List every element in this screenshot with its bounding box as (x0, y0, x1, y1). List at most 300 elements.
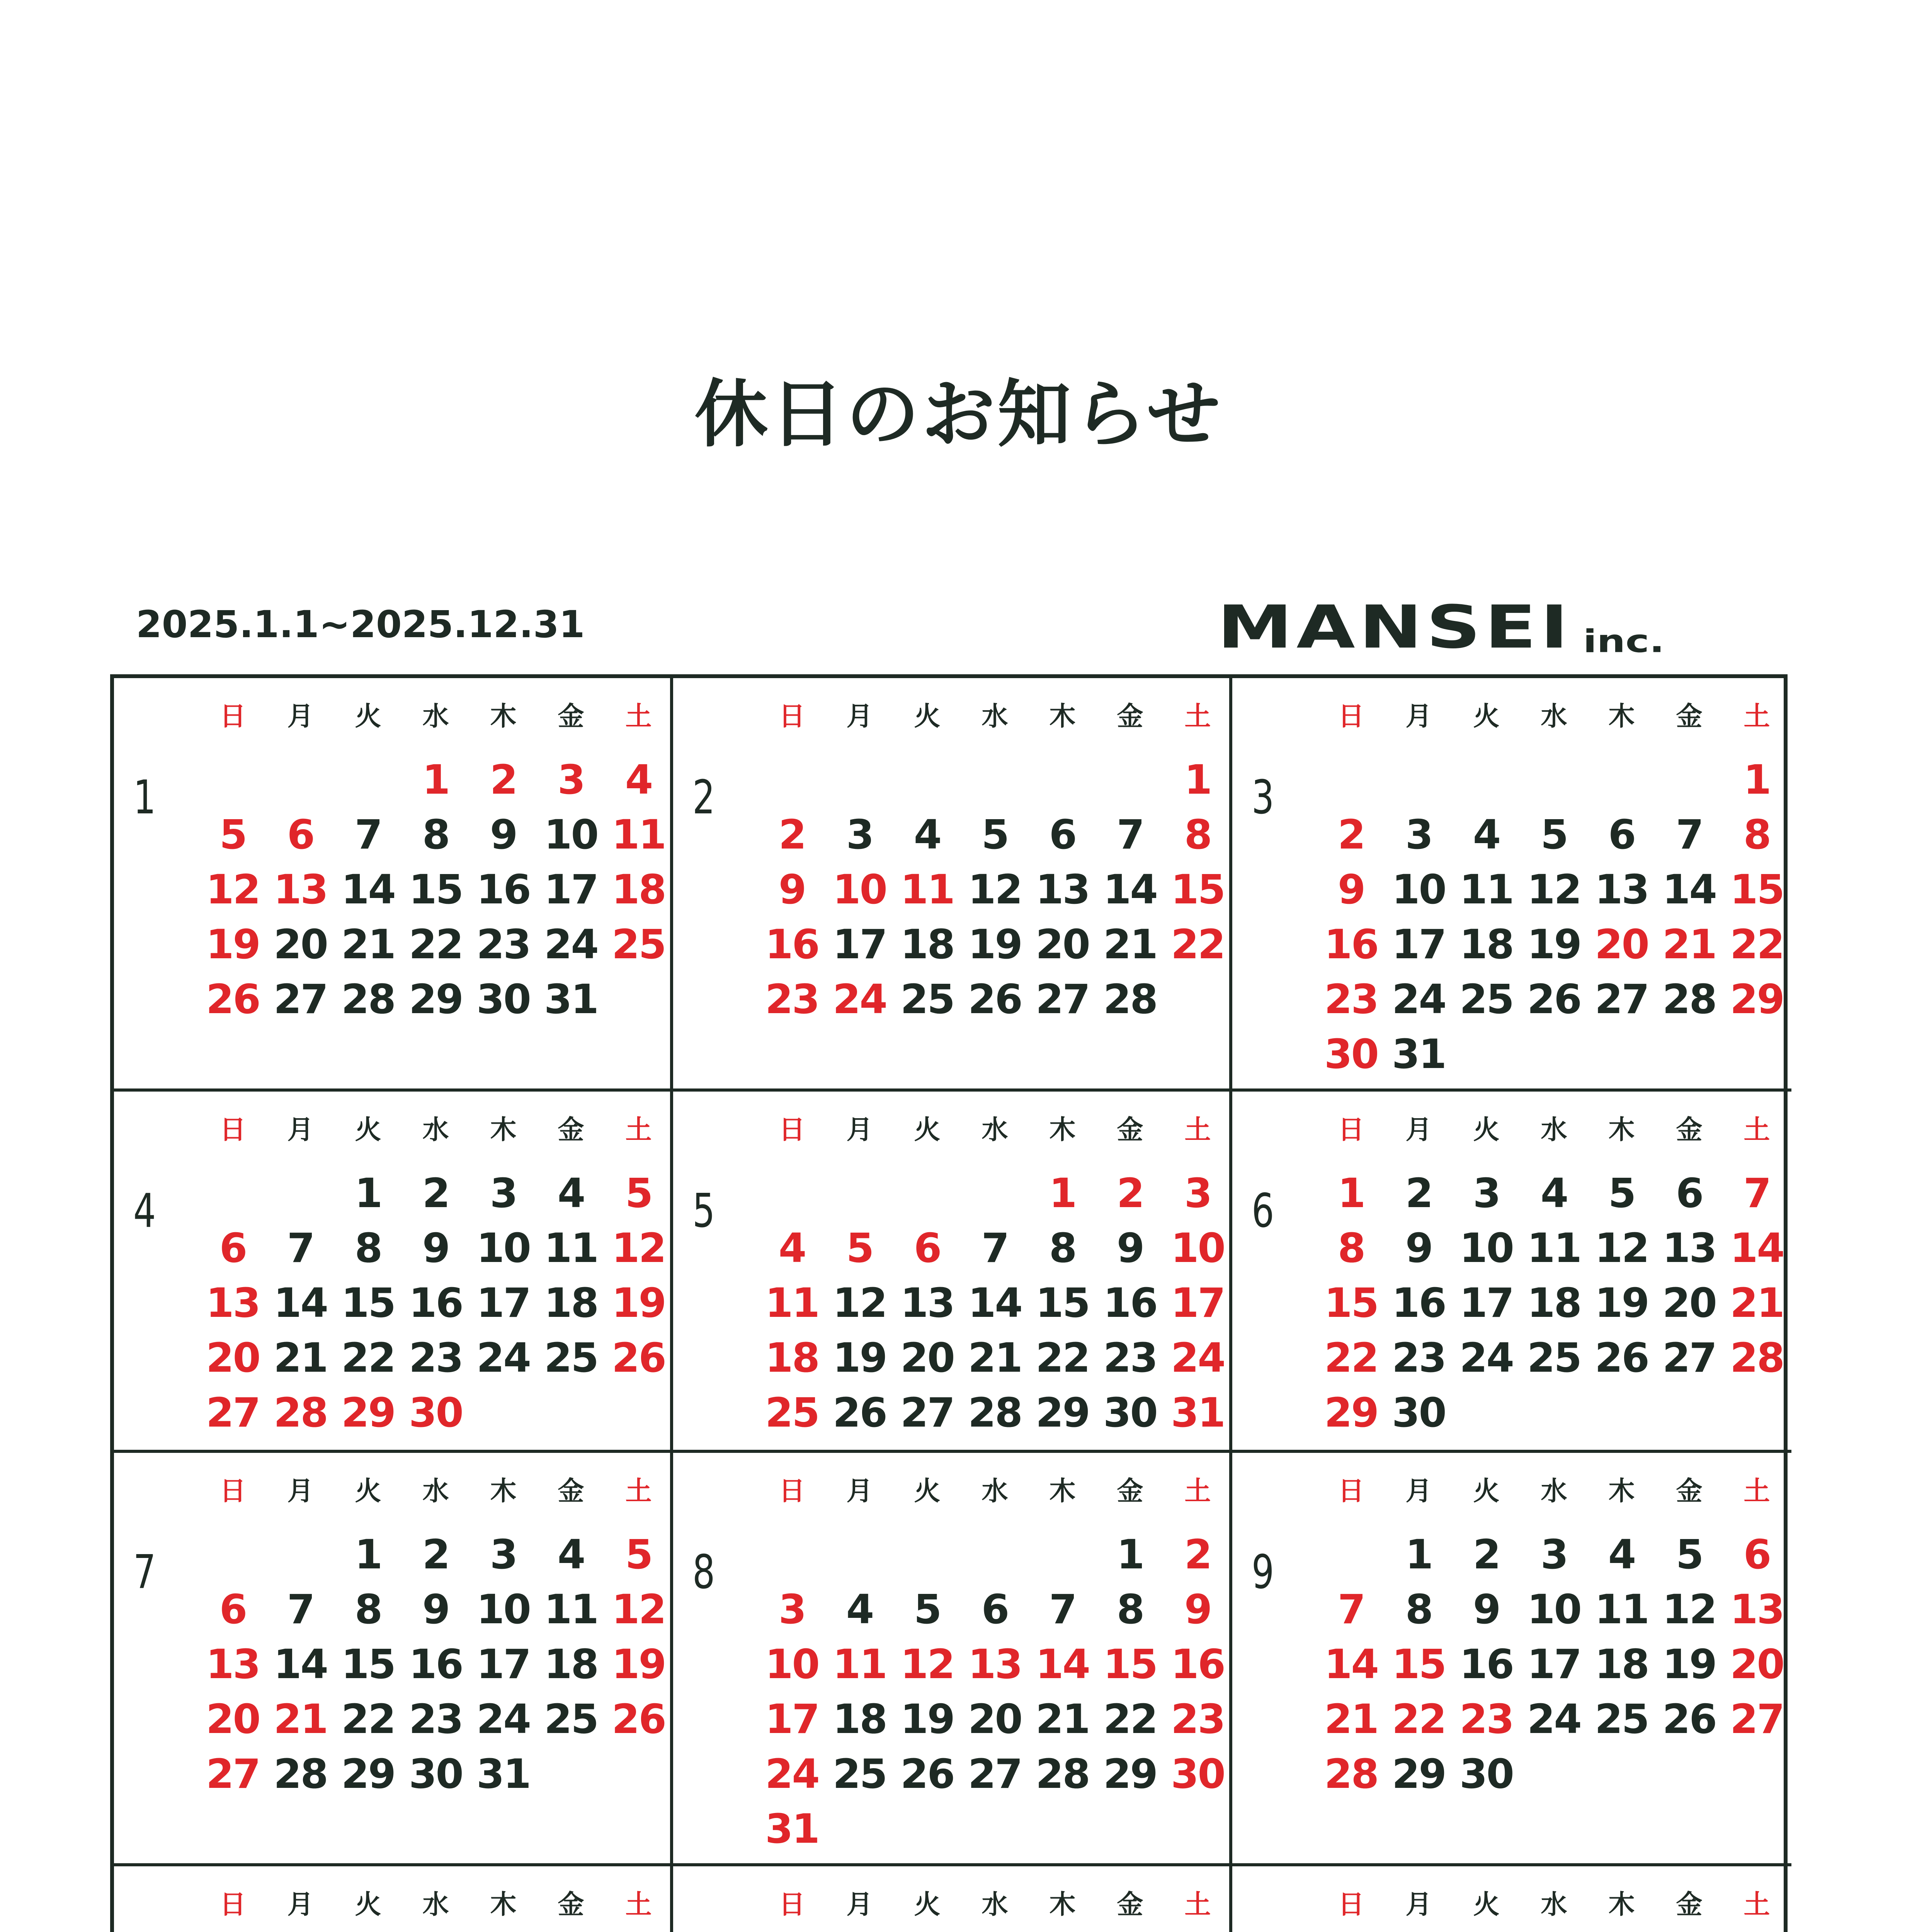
weekday-header: 水 (1541, 1476, 1567, 1507)
holiday-date: 20 (1595, 921, 1648, 968)
weekday-header: 土 (625, 1115, 652, 1145)
work-date: 27 (274, 976, 327, 1023)
work-date: 15 (1036, 1279, 1089, 1327)
holiday-date: 16 (765, 921, 819, 968)
work-date: 21 (274, 1334, 327, 1381)
holiday-date: 1 (1049, 1170, 1076, 1217)
weekday-header: 木 (490, 1889, 517, 1920)
work-date: 1 (354, 1531, 382, 1578)
work-date: 8 (1049, 1225, 1076, 1272)
month-block (1232, 1453, 1791, 1866)
holiday-date: 8 (1184, 811, 1211, 858)
work-date: 5 (1608, 1170, 1635, 1217)
holiday-date: 9 (1184, 1586, 1211, 1633)
holiday-date: 8 (1337, 1225, 1365, 1272)
holiday-date: 15 (1392, 1641, 1446, 1688)
weekday-header: 火 (355, 1115, 381, 1145)
weekday-header: 水 (422, 1115, 449, 1145)
day-grid (1317, 697, 1791, 1082)
weekday-header: 月 (287, 1889, 314, 1920)
work-date: 26 (1527, 976, 1581, 1023)
work-date: 29 (1103, 1750, 1157, 1798)
work-date: 3 (1540, 1531, 1568, 1578)
work-date: 20 (1036, 921, 1089, 968)
work-date: 19 (833, 1334, 886, 1381)
holiday-date: 13 (1730, 1586, 1784, 1633)
work-date: 9 (1116, 1225, 1144, 1272)
weekday-header: 木 (1608, 1889, 1635, 1920)
work-date: 26 (968, 976, 1022, 1023)
weekday-header: 土 (625, 701, 652, 732)
work-date: 29 (409, 976, 463, 1023)
work-date: 4 (557, 1170, 585, 1217)
work-date: 14 (1103, 866, 1157, 913)
work-date: 19 (968, 921, 1022, 968)
weekday-header: 月 (846, 1889, 873, 1920)
weekday-header: 月 (1405, 1889, 1432, 1920)
work-date: 15 (409, 866, 463, 913)
holiday-date: 14 (1730, 1225, 1784, 1272)
calendar-period: 2025.1.1~2025.12.31 (136, 603, 585, 646)
holiday-date: 20 (206, 1696, 260, 1743)
logo-wordmark: MANSEI (1217, 593, 1572, 662)
holiday-date: 5 (625, 1531, 652, 1578)
weekday-header: 土 (1184, 1476, 1211, 1507)
work-date: 14 (341, 866, 395, 913)
weekday-header: 土 (1744, 1476, 1770, 1507)
work-date: 3 (490, 1170, 517, 1217)
weekday-header: 木 (1049, 1889, 1076, 1920)
work-date: 21 (968, 1334, 1022, 1381)
work-date: 7 (354, 811, 382, 858)
weekday-header: 木 (490, 1476, 517, 1507)
weekday-header: 金 (1117, 1476, 1143, 1507)
work-date: 23 (1103, 1334, 1157, 1381)
work-date: 26 (1662, 1696, 1716, 1743)
work-date: 2 (1473, 1531, 1500, 1578)
weekday-header: 火 (1473, 1889, 1500, 1920)
day-grid (199, 1111, 672, 1440)
work-date: 10 (1459, 1225, 1513, 1272)
work-date: 2 (1405, 1170, 1432, 1217)
holiday-date: 1 (1184, 756, 1211, 803)
work-date: 10 (1392, 866, 1446, 913)
work-date: 18 (1527, 1279, 1581, 1327)
work-date: 10 (544, 811, 598, 858)
work-date: 31 (544, 976, 598, 1023)
holiday-date: 15 (1171, 866, 1225, 913)
holiday-date: 5 (625, 1170, 652, 1217)
holiday-date: 26 (612, 1696, 665, 1743)
weekday-header: 日 (1338, 1115, 1364, 1145)
weekday-header: 木 (490, 1115, 517, 1145)
work-date: 13 (1036, 866, 1089, 913)
work-date: 18 (544, 1641, 598, 1688)
work-date: 2 (422, 1531, 449, 1578)
holiday-date: 22 (1392, 1696, 1446, 1743)
holiday-date: 27 (1730, 1696, 1784, 1743)
work-date: 22 (341, 1696, 395, 1743)
day-grid (758, 697, 1232, 1027)
weekday-header: 木 (1049, 701, 1076, 732)
work-date: 28 (274, 1750, 327, 1798)
holiday-date: 7 (1337, 1586, 1365, 1633)
work-date: 17 (1392, 921, 1446, 968)
holiday-date: 8 (1743, 811, 1771, 858)
weekday-header: 日 (219, 701, 246, 732)
weekday-header: 土 (1184, 701, 1211, 732)
work-date: 19 (1662, 1641, 1716, 1688)
work-date: 6 (1049, 811, 1076, 858)
weekday-header: 水 (422, 701, 449, 732)
weekday-header: 火 (355, 1476, 381, 1507)
holiday-date: 27 (206, 1389, 260, 1436)
holiday-date: 24 (1171, 1334, 1225, 1381)
work-date: 26 (900, 1750, 954, 1798)
work-date: 18 (544, 1279, 598, 1327)
weekday-header: 月 (846, 1115, 873, 1145)
work-date: 31 (1392, 1031, 1446, 1078)
work-date: 26 (833, 1389, 886, 1436)
holiday-date: 12 (612, 1225, 665, 1272)
month-block (673, 1866, 1232, 1932)
work-date: 11 (1459, 866, 1513, 913)
work-date: 9 (1473, 1586, 1500, 1633)
work-date: 4 (1608, 1531, 1635, 1578)
day-grid (758, 1111, 1232, 1440)
work-date: 28 (968, 1389, 1022, 1436)
weekday-header: 日 (1338, 701, 1364, 732)
work-date: 30 (1459, 1750, 1513, 1798)
weekday-header: 火 (1473, 701, 1500, 732)
work-date: 17 (833, 921, 886, 968)
work-date: 25 (1459, 976, 1513, 1023)
holiday-date: 29 (341, 1389, 395, 1436)
work-date: 10 (1527, 1586, 1581, 1633)
holiday-date: 22 (1730, 921, 1784, 968)
work-date: 8 (354, 1586, 382, 1633)
holiday-date: 21 (274, 1696, 327, 1743)
holiday-date: 24 (765, 1750, 819, 1798)
weekday-header: 日 (1338, 1889, 1364, 1920)
work-date: 27 (1036, 976, 1089, 1023)
work-date: 20 (900, 1334, 954, 1381)
work-date: 25 (1595, 1696, 1648, 1743)
holiday-date: 3 (557, 756, 585, 803)
month-block (114, 678, 673, 1092)
work-date: 22 (1036, 1334, 1089, 1381)
holiday-date: 26 (206, 976, 260, 1023)
weekday-header: 金 (1676, 1115, 1703, 1145)
weekday-header: 木 (1049, 1476, 1076, 1507)
work-date: 27 (1662, 1334, 1716, 1381)
work-date: 17 (476, 1641, 530, 1688)
weekday-header: 水 (1541, 1115, 1567, 1145)
holiday-date: 17 (765, 1696, 819, 1743)
work-date: 12 (833, 1279, 886, 1327)
holiday-date: 12 (900, 1641, 954, 1688)
work-date: 31 (476, 1750, 530, 1798)
holiday-date: 27 (206, 1750, 260, 1798)
holiday-date: 11 (612, 811, 665, 858)
work-date: 9 (1405, 1225, 1432, 1272)
holiday-date: 20 (206, 1334, 260, 1381)
holiday-date: 28 (1730, 1334, 1784, 1381)
work-date: 1 (354, 1170, 382, 1217)
holiday-date: 25 (765, 1389, 819, 1436)
holiday-date: 15 (1730, 866, 1784, 913)
weekday-header: 日 (779, 1476, 805, 1507)
work-date: 5 (913, 1586, 941, 1633)
work-date: 16 (476, 866, 530, 913)
weekday-header: 土 (1184, 1889, 1211, 1920)
holiday-date: 1 (1743, 756, 1771, 803)
day-grid (1317, 1111, 1791, 1440)
weekday-header: 日 (779, 1115, 805, 1145)
day-grid (199, 697, 672, 1027)
holiday-date: 15 (1324, 1279, 1378, 1327)
weekday-header: 金 (1117, 1115, 1143, 1145)
weekday-header: 土 (625, 1476, 652, 1507)
work-date: 4 (1473, 811, 1500, 858)
weekday-header: 水 (981, 1476, 1008, 1507)
holiday-date: 1 (422, 756, 449, 803)
work-date: 24 (476, 1334, 530, 1381)
work-date: 16 (409, 1641, 463, 1688)
holiday-date: 5 (219, 811, 247, 858)
work-date: 24 (1392, 976, 1446, 1023)
work-date: 25 (1527, 1334, 1581, 1381)
weekday-header: 金 (558, 701, 584, 732)
work-date: 22 (1103, 1696, 1157, 1743)
work-date: 22 (409, 921, 463, 968)
work-date: 28 (341, 976, 395, 1023)
work-date: 28 (1036, 1750, 1089, 1798)
weekday-header: 日 (1338, 1476, 1364, 1507)
holiday-date: 2 (1184, 1531, 1211, 1578)
holiday-date: 3 (778, 1586, 806, 1633)
weekday-header: 月 (287, 1115, 314, 1145)
work-date: 19 (900, 1696, 954, 1743)
holiday-date: 6 (219, 1225, 247, 1272)
holiday-date: 12 (206, 866, 260, 913)
weekday-header: 火 (914, 1115, 941, 1145)
work-date: 28 (1662, 976, 1716, 1023)
work-date: 19 (1527, 921, 1581, 968)
month-number: 8 (692, 1546, 715, 1599)
holiday-date: 9 (1337, 866, 1365, 913)
holiday-date: 25 (612, 921, 665, 968)
work-date: 17 (544, 866, 598, 913)
work-date: 16 (1103, 1279, 1157, 1327)
weekday-header: 月 (846, 701, 873, 732)
holiday-date: 24 (833, 976, 886, 1023)
work-date: 6 (1608, 811, 1635, 858)
company-logo (1217, 580, 1766, 662)
work-date: 14 (274, 1641, 327, 1688)
weekday-header: 金 (558, 1889, 584, 1920)
day-grid (199, 1472, 672, 1801)
work-date: 4 (846, 1586, 873, 1633)
holiday-date: 2 (1116, 1170, 1144, 1217)
work-date: 25 (900, 976, 954, 1023)
weekday-header: 火 (914, 701, 941, 732)
work-date: 29 (341, 1750, 395, 1798)
holiday-date: 3 (1184, 1170, 1211, 1217)
holiday-date: 23 (765, 976, 819, 1023)
work-date: 16 (1459, 1641, 1513, 1688)
holiday-date: 28 (1324, 1750, 1378, 1798)
work-date: 12 (1662, 1586, 1716, 1633)
holiday-date: 23 (1459, 1696, 1513, 1743)
holiday-date: 31 (765, 1805, 819, 1852)
month-number: 1 (133, 771, 156, 825)
work-date: 28 (1103, 976, 1157, 1023)
month-number: 5 (692, 1184, 715, 1238)
holiday-date: 19 (612, 1279, 665, 1327)
work-date: 14 (968, 1279, 1022, 1327)
holiday-date: 21 (1730, 1279, 1784, 1327)
work-date: 17 (476, 1279, 530, 1327)
holiday-date: 10 (765, 1641, 819, 1688)
weekday-header: 水 (981, 1115, 1008, 1145)
holiday-date: 6 (913, 1225, 941, 1272)
weekday-header: 月 (287, 701, 314, 732)
holiday-date: 19 (612, 1641, 665, 1688)
weekday-header: 木 (1608, 1476, 1635, 1507)
work-date: 19 (1595, 1279, 1648, 1327)
holiday-date: 28 (274, 1389, 327, 1436)
work-date: 30 (1103, 1389, 1157, 1436)
holiday-date: 15 (1103, 1641, 1157, 1688)
month-block (673, 1092, 1232, 1453)
month-number: 7 (133, 1546, 156, 1599)
work-date: 7 (1116, 811, 1144, 858)
work-date: 21 (1103, 921, 1157, 968)
work-date: 27 (900, 1389, 954, 1436)
weekday-header: 金 (1117, 1889, 1143, 1920)
work-date: 20 (968, 1696, 1022, 1743)
work-date: 8 (354, 1225, 382, 1272)
weekday-header: 金 (1676, 1476, 1703, 1507)
work-date: 25 (544, 1696, 598, 1743)
holiday-date: 16 (1324, 921, 1378, 968)
annual-calendar (110, 674, 1788, 1932)
work-date: 1 (1405, 1531, 1432, 1578)
weekday-header: 金 (1676, 701, 1703, 732)
weekday-header: 月 (287, 1476, 314, 1507)
holiday-date: 14 (1324, 1641, 1378, 1688)
work-date: 11 (544, 1586, 598, 1633)
work-date: 18 (900, 921, 954, 968)
holiday-date: 13 (206, 1641, 260, 1688)
holiday-date: 12 (612, 1586, 665, 1633)
holiday-date: 14 (1036, 1641, 1089, 1688)
work-date: 11 (544, 1225, 598, 1272)
work-date: 4 (557, 1531, 585, 1578)
work-date: 24 (476, 1696, 530, 1743)
work-date: 6 (981, 1586, 1009, 1633)
month-number: 6 (1252, 1184, 1274, 1238)
work-date: 12 (968, 866, 1022, 913)
weekday-header: 水 (981, 1889, 1008, 1920)
holiday-date: 29 (1730, 976, 1784, 1023)
holiday-date: 11 (900, 866, 954, 913)
weekday-header: 月 (1405, 1476, 1432, 1507)
day-grid (1317, 1472, 1791, 1801)
weekday-header: 火 (355, 701, 381, 732)
work-date: 20 (274, 921, 327, 968)
weekday-header: 土 (1744, 1889, 1770, 1920)
weekday-header: 火 (914, 1889, 941, 1920)
work-date: 16 (409, 1279, 463, 1327)
work-date: 24 (544, 921, 598, 968)
weekday-header: 火 (1473, 1476, 1500, 1507)
holiday-date: 30 (1171, 1750, 1225, 1798)
holiday-date: 16 (1171, 1641, 1225, 1688)
weekday-header: 日 (219, 1115, 246, 1145)
work-date: 3 (490, 1531, 517, 1578)
weekday-header: 水 (422, 1889, 449, 1920)
holiday-date: 4 (625, 756, 652, 803)
holiday-date: 6 (287, 811, 314, 858)
work-date: 13 (1595, 866, 1648, 913)
holiday-date: 30 (1324, 1031, 1378, 1078)
weekday-header: 木 (490, 701, 517, 732)
work-date: 9 (422, 1586, 449, 1633)
work-date: 11 (1527, 1225, 1581, 1272)
day-grid (1317, 1886, 1791, 1932)
month-block (114, 1092, 673, 1453)
weekday-header: 木 (1049, 1115, 1076, 1145)
day-grid (758, 1886, 1232, 1932)
weekday-header: 月 (1405, 701, 1432, 732)
work-date: 12 (1595, 1225, 1648, 1272)
holiday-date: 2 (1337, 811, 1365, 858)
work-date: 26 (1595, 1334, 1648, 1381)
work-date: 12 (1527, 866, 1581, 913)
day-grid (758, 1472, 1232, 1856)
weekday-header: 木 (1608, 701, 1635, 732)
work-date: 7 (1049, 1586, 1076, 1633)
logo-suffix: inc. (1583, 622, 1665, 660)
work-date: 1 (1116, 1531, 1144, 1578)
weekday-header: 金 (558, 1476, 584, 1507)
holiday-date: 21 (1662, 921, 1716, 968)
work-date: 4 (1540, 1170, 1568, 1217)
weekday-header: 土 (625, 1889, 652, 1920)
holiday-date: 10 (1171, 1225, 1225, 1272)
work-date: 6 (1675, 1170, 1703, 1217)
weekday-header: 火 (355, 1889, 381, 1920)
work-date: 3 (1473, 1170, 1500, 1217)
work-date: 11 (1595, 1586, 1648, 1633)
holiday-date: 9 (778, 866, 806, 913)
holiday-date: 30 (409, 1389, 463, 1436)
work-date: 8 (1405, 1586, 1432, 1633)
work-date: 4 (913, 811, 941, 858)
holiday-date: 4 (778, 1225, 806, 1272)
weekday-header: 火 (914, 1476, 941, 1507)
month-block (114, 1453, 673, 1866)
weekday-header: 日 (219, 1889, 246, 1920)
holiday-date: 13 (206, 1279, 260, 1327)
work-date: 25 (833, 1750, 886, 1798)
work-date: 2 (422, 1170, 449, 1217)
weekday-header: 水 (422, 1476, 449, 1507)
work-date: 3 (846, 811, 873, 858)
work-date: 17 (1527, 1641, 1581, 1688)
